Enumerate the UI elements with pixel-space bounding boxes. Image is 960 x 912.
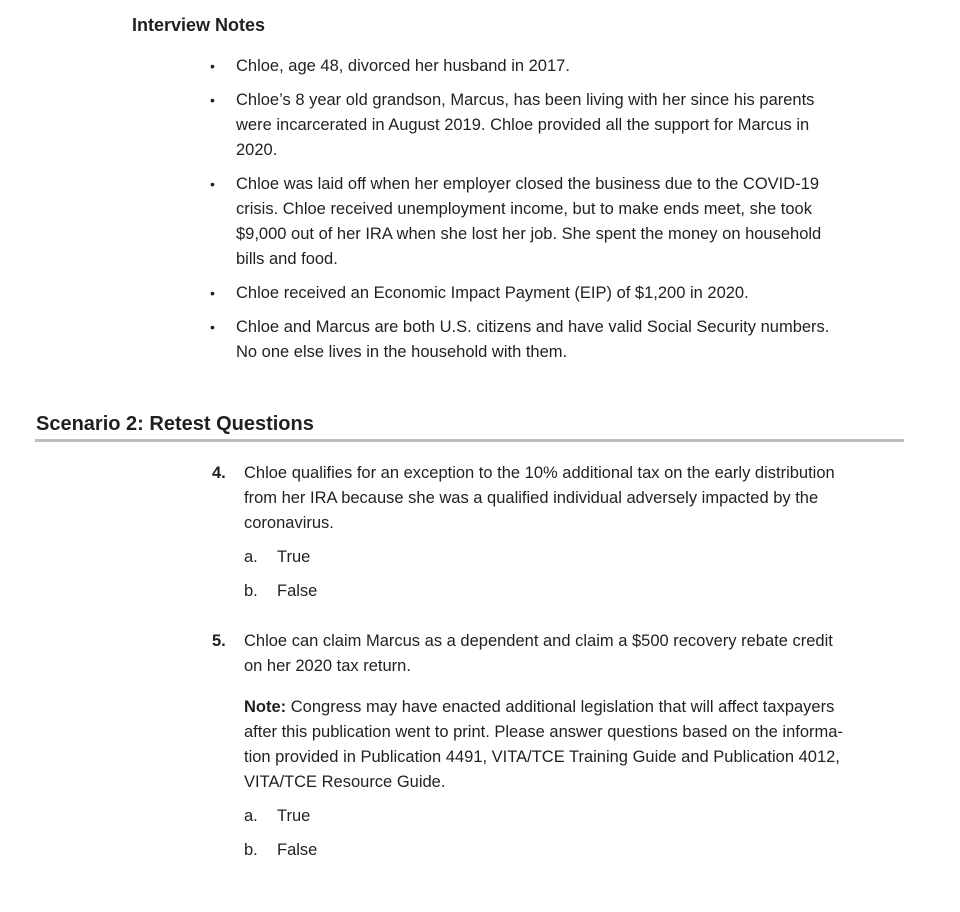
section-divider [35, 439, 904, 442]
note-item-2 [210, 88, 890, 163]
option-label: False [277, 582, 318, 600]
question-5 [212, 629, 902, 872]
note-line: Chloe received an Economic Impact Payment (EIP) of $1,200 in 2020. [236, 284, 749, 302]
note-item-1 [210, 54, 890, 79]
note-line: crisis. Chloe received unemployment income, but to make ends meet, she took [236, 200, 812, 218]
question-4 [212, 461, 902, 613]
bullet-icon: • [210, 176, 215, 192]
option-label: False [277, 841, 318, 859]
option-true[interactable] [244, 804, 902, 829]
note-line: tion provided in Publication 4491, VITA/TCE Training Guide and Publication 4012, [244, 748, 840, 766]
option-false[interactable] [244, 838, 902, 863]
note-block [244, 695, 902, 795]
note-line: $9,000 out of her IRA when she lost her job. She spent the money on household [236, 225, 822, 243]
answer-options [244, 804, 902, 863]
option-letter: a. [244, 807, 258, 825]
bullet-icon: • [210, 319, 215, 335]
question-line: on her 2020 tax return. [244, 657, 411, 675]
option-label: True [277, 548, 311, 566]
note-line: 2020. [236, 141, 278, 159]
note-line: Chloe was laid off when her employer closed the business due to the COVID-19 [236, 175, 820, 193]
option-letter: b. [244, 582, 258, 600]
note-line: Congress may have enacted additional legislation that will affect taxpayers [286, 698, 835, 716]
bullet-icon: • [210, 92, 215, 108]
question-text [244, 461, 902, 536]
option-true[interactable] [244, 545, 902, 570]
option-false[interactable] [244, 579, 902, 604]
question-number: 5. [212, 632, 226, 650]
note-line: were incarcerated in August 2019. Chloe provided all the support for Marcus in [236, 116, 810, 134]
option-letter: b. [244, 841, 258, 859]
answer-options [244, 545, 902, 604]
note-line: Chloe and Marcus are both U.S. citizens and have valid Social Security numbers. [236, 318, 830, 336]
bullet-icon: • [210, 58, 215, 74]
note-item-5 [210, 315, 890, 365]
question-line: Chloe qualifies for an exception to the 10% additional tax on the early distribution [244, 464, 835, 482]
interview-notes-list [210, 54, 890, 374]
section-heading: Scenario 2: Retest Questions [36, 413, 314, 435]
note-label: Note: [244, 698, 287, 716]
note-line: No one else lives in the household with them. [236, 343, 568, 361]
question-text [244, 629, 902, 679]
question-line: coronavirus. [244, 514, 334, 532]
note-line: VITA/TCE Resource Guide. [244, 773, 446, 791]
note-line: after this publication went to print. Please answer questions based on the informa- [244, 723, 843, 741]
question-number: 4. [212, 464, 226, 482]
interview-notes-heading: Interview Notes [132, 15, 266, 35]
note-line: bills and food. [236, 250, 338, 268]
note-item-3 [210, 172, 890, 272]
question-line: from her IRA because she was a qualified individual adversely impacted by the [244, 489, 819, 507]
note-item-4 [210, 281, 890, 306]
bullet-icon: • [210, 285, 215, 301]
note-line: Chloe, age 48, divorced her husband in 2017. [236, 57, 570, 75]
option-label: True [277, 807, 311, 825]
note-line: Chloe’s 8 year old grandson, Marcus, has been living with her since his parents [236, 91, 815, 109]
option-letter: a. [244, 548, 258, 566]
question-line: Chloe can claim Marcus as a dependent and claim a $500 recovery rebate credit [244, 632, 833, 650]
